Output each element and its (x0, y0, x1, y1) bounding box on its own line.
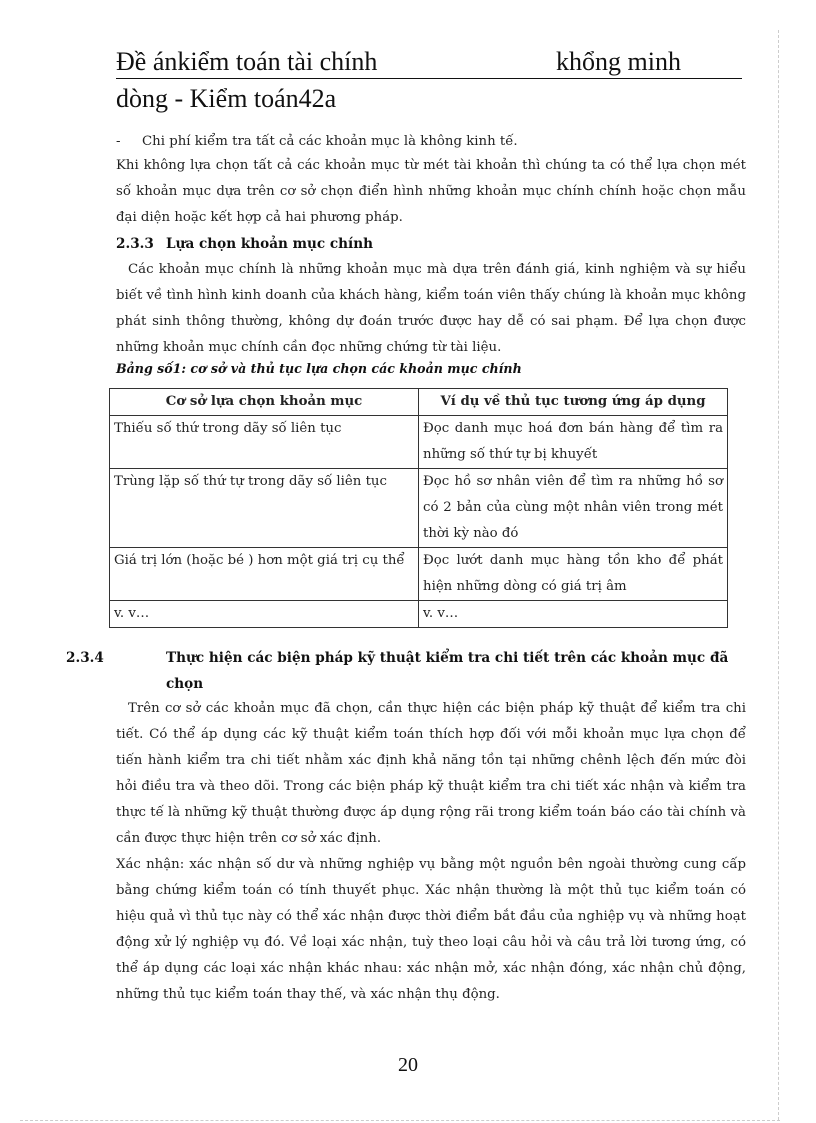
paragraph-2: Các khoản mục chính là những khoản mục mà dựa trên đánh giá, kinh nghiệm và sự hiểu biết về tình hình kinh doanh của khách hàng, kiểm toán viên thấy chúng là khoản mục không phát sinh thông thường, không dự đoán trước được hay dễ có sai phạm. Để lựa chọn được những khoản mục chính cần đọc những chứng từ tài liệu. (116, 262, 746, 355)
heading-number: 2.3.3 (116, 236, 154, 252)
heading-2-3-3 (116, 231, 746, 257)
header-title: Đề ánkiểm toán tài chính (116, 47, 378, 76)
table-cell: Đọc lướt danh mục hàng tồn kho để phát hiện những dòng có giá trị âm (419, 548, 728, 601)
table-cell: Trùng lặp số thứ tự trong dãy số liên tục (110, 469, 419, 548)
table-row (110, 548, 728, 601)
paragraph-3: Trên cơ sở các khoản mục đã chọn, cần thực hiện các biện pháp kỹ thuật để kiểm tra chi tiết. Có thể áp dụng các kỹ thuật kiểm toán thích hợp đối với mỗi khoản mục lựa chọn để tiến hành kiểm tra chi tiết nhằm xác định khả năng tồn tại những chênh lệch đến mức đòi hỏi điều tra và theo dõi. Trong các biện pháp kỹ thuật kiểm tra chi tiết xác nhận và kiểm tra thực tế là những kỹ thuật thường được áp dụng rộng rãi trong kiểm toán báo cáo tài chính và cần được thực hiện trên cơ sở xác định. (116, 701, 746, 846)
header-author: khổng minh (556, 47, 681, 76)
table-header-cell: Ví dụ về thủ tục tương ứng áp dụng (419, 389, 728, 416)
table-row (110, 601, 728, 628)
heading-block (66, 645, 746, 697)
page-bottom-rule (20, 1120, 780, 1121)
paragraph-1: Khi không lựa chọn tất cả các khoản mục từ mét tài khoản thì chúng ta có thể lựa chọn mét số khoản mục dựa trên cơ sở chọn điển hình những khoản mục chính chính hoặc chọn mẫu đại diện hoặc kết hợp cả hai phương pháp. (116, 158, 746, 225)
heading-number: 2.3.4 (66, 650, 104, 666)
page-number: 20 (398, 1054, 418, 1076)
bullet-text: Chi phí kiểm tra tất cả các khoản mục là không kinh tế. (142, 134, 518, 149)
table-header-row (110, 389, 728, 416)
selection-table (109, 388, 728, 628)
table-cell: Đọc danh mục hoá đơn bán hàng để tìm ra những số thứ tự bị khuyết (419, 416, 728, 469)
page-header (116, 46, 742, 115)
table-caption: Bảng số1: cơ sở và thủ tục lựa chọn các khoản mục chính (116, 361, 522, 376)
table-cell: Giá trị lớn (hoặc bé ) hơn một giá trị cụ thể (110, 548, 419, 601)
table-row (110, 469, 728, 548)
header-line-1 (116, 46, 742, 79)
heading-text: Thực hiện các biện pháp kỹ thuật kiểm tra chi tiết trên các khoản mục đã chọn (166, 650, 729, 692)
header-subtitle: dòng - Kiểm toán42a (116, 84, 337, 113)
table-cell: v. v… (110, 601, 419, 628)
table-header-cell: Cơ sở lựa chọn khoản mục (110, 389, 419, 416)
paragraph-4: Xác nhận: xác nhận số dư và những nghiệp vụ bằng một nguồn bên ngoài thường cung cấp bằng chứng kiểm toán có tính thuyết phục. Xác nhận thường là một thủ tục kiểm toán có hiệu quả vì thủ tục này có thể xác nhận được thời điểm bắt đầu của nghiệp vụ và những hoạt động xử lý nghiệp vụ đó. Về loại xác nhận, tuỳ theo loại câu hỏi và câu trả lời tương ứng, có thể áp dụng các loại xác nhận khác nhau: xác nhận mở, xác nhận đóng, xác nhận chủ động, những thủ tục kiểm toán thay thế, và xác nhận thụ động. (116, 857, 746, 1002)
page-edge-rule (778, 30, 779, 1120)
table-row (110, 416, 728, 469)
bullet-dash: - (116, 134, 121, 149)
table-cell: v. v… (419, 601, 728, 628)
bullet-item (116, 129, 746, 155)
table-cell: Đọc hồ sơ nhân viên để tìm ra những hồ sơ có 2 bản của cùng một nhân viên trong mét thời kỳ nào đó (419, 469, 728, 548)
heading-text: Lựa chọn khoản mục chính (166, 236, 373, 252)
table-cell: Thiếu số thứ trong dãy số liên tục (110, 416, 419, 469)
heading-2-3-4 (66, 645, 746, 697)
